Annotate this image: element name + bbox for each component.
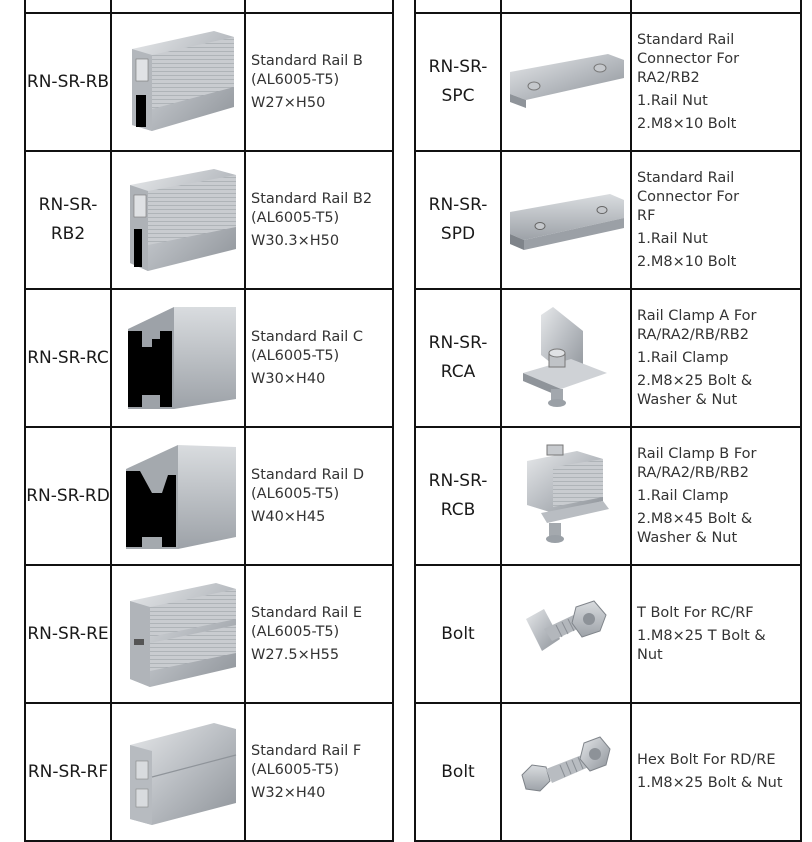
product-code: RN-SR-SPC: [415, 13, 501, 151]
table-row: [25, 565, 393, 703]
product-title-line: RA2/RB2: [637, 69, 700, 86]
product-material: (AL6005-T5): [251, 485, 340, 502]
product-title-line: Connector For: [637, 50, 740, 67]
table-row: [25, 427, 393, 565]
product-code: Bolt: [415, 703, 501, 841]
rail-table: [24, 0, 394, 842]
product-code: RN-SR-RE: [25, 565, 111, 703]
product-title-line: RF: [637, 207, 656, 224]
product-title: Standard Rail D: [251, 466, 365, 483]
product-description: [631, 151, 801, 289]
product-material: (AL6005-T5): [251, 761, 340, 778]
product-code: RN-SR-RB2: [25, 151, 111, 289]
hex-bolt-icon: [501, 703, 631, 841]
product-title: Standard Rail B2: [251, 190, 373, 207]
product-spec: 2.M8×45 Bolt &: [637, 510, 753, 527]
product-material: (AL6005-T5): [251, 71, 340, 88]
rail-clamp-b-icon: [501, 427, 631, 565]
product-description: [631, 13, 801, 151]
rail-b2-icon: [111, 151, 245, 289]
product-spec: 1.Rail Nut: [637, 230, 708, 247]
product-spec: 1.Rail Clamp: [637, 487, 729, 504]
product-code: RN-SR-RCA: [415, 289, 501, 427]
rail-connector-spc-icon: [501, 13, 631, 151]
product-title-line: RA/RA2/RB/RB2: [637, 326, 749, 343]
product-spec: 1.Rail Clamp: [637, 349, 729, 366]
product-spec: 2.M8×10 Bolt: [637, 115, 737, 132]
product-title-line: Standard Rail: [637, 169, 735, 186]
product-code: RN-SR-SPD: [415, 151, 501, 289]
product-size: W27.5×H55: [251, 646, 340, 663]
rail-f-icon: [111, 703, 245, 841]
product-description: [245, 565, 393, 703]
product-spec: 1.Rail Nut: [637, 92, 708, 109]
product-size: W30×H40: [251, 370, 326, 387]
product-spec: 1.M8×25 T Bolt &: [637, 627, 766, 644]
product-code: RN-SR-RCB: [415, 427, 501, 565]
product-title-line: Standard Rail: [637, 31, 735, 48]
rail-connector-spd-icon: [501, 151, 631, 289]
product-title: Standard Rail F: [251, 742, 362, 759]
rail-d-icon: [111, 427, 245, 565]
table-row: [415, 427, 801, 565]
accessory-table: [414, 0, 802, 842]
table-row: [25, 289, 393, 427]
product-description: [631, 289, 801, 427]
table-row: [415, 151, 801, 289]
table-row: [415, 565, 801, 703]
product-code: RN-SR-RB: [25, 13, 111, 151]
product-description: [631, 427, 801, 565]
table-row: [415, 13, 801, 151]
product-size: W30.3×H50: [251, 232, 340, 249]
product-spec: Washer & Nut: [637, 391, 738, 408]
product-material: (AL6005-T5): [251, 623, 340, 640]
product-description: [245, 13, 393, 151]
table-row: [415, 289, 801, 427]
product-title-line: Rail Clamp A For: [637, 307, 757, 324]
rail-b-icon: [111, 13, 245, 151]
product-title-line: T Bolt For RC/RF: [637, 604, 754, 621]
product-title-line: Hex Bolt For RD/RE: [637, 752, 776, 768]
product-size: W27×H50: [251, 94, 326, 111]
product-title: Standard Rail E: [251, 604, 363, 621]
table-row: [415, 703, 801, 841]
product-title-line: Rail Clamp B For: [637, 445, 757, 462]
product-spec: 1.M8×25 Bolt & Nut: [637, 775, 783, 791]
product-code: RN-SR-RC: [25, 289, 111, 427]
product-description: [245, 427, 393, 565]
table-row: [25, 13, 393, 151]
product-description: [245, 703, 393, 841]
product-description: [631, 565, 801, 703]
product-code: Bolt: [415, 565, 501, 703]
product-description: [631, 703, 801, 841]
product-spec: 2.M8×10 Bolt: [637, 253, 737, 270]
product-description: [245, 289, 393, 427]
table-row: [25, 151, 393, 289]
product-size: W32×H40: [251, 784, 326, 801]
product-spec: 2.M8×25 Bolt &: [637, 372, 753, 389]
t-bolt-icon: [501, 565, 631, 703]
rail-c-icon: [111, 289, 245, 427]
product-code: RN-SR-RF: [25, 703, 111, 841]
rail-clamp-a-icon: [501, 289, 631, 427]
product-title-line: RA/RA2/RB/RB2: [637, 464, 749, 481]
product-spec: Washer & Nut: [637, 529, 738, 546]
product-title: Standard Rail B: [251, 52, 363, 69]
product-material: (AL6005-T5): [251, 347, 340, 364]
product-description: [245, 151, 393, 289]
rail-e-icon: [111, 565, 245, 703]
table-row: [25, 703, 393, 841]
product-title-line: Connector For: [637, 188, 740, 205]
product-spec: Nut: [637, 646, 663, 663]
product-title: Standard Rail C: [251, 328, 364, 345]
product-size: W40×H45: [251, 508, 326, 525]
product-code: RN-SR-RD: [25, 427, 111, 565]
product-material: (AL6005-T5): [251, 209, 340, 226]
